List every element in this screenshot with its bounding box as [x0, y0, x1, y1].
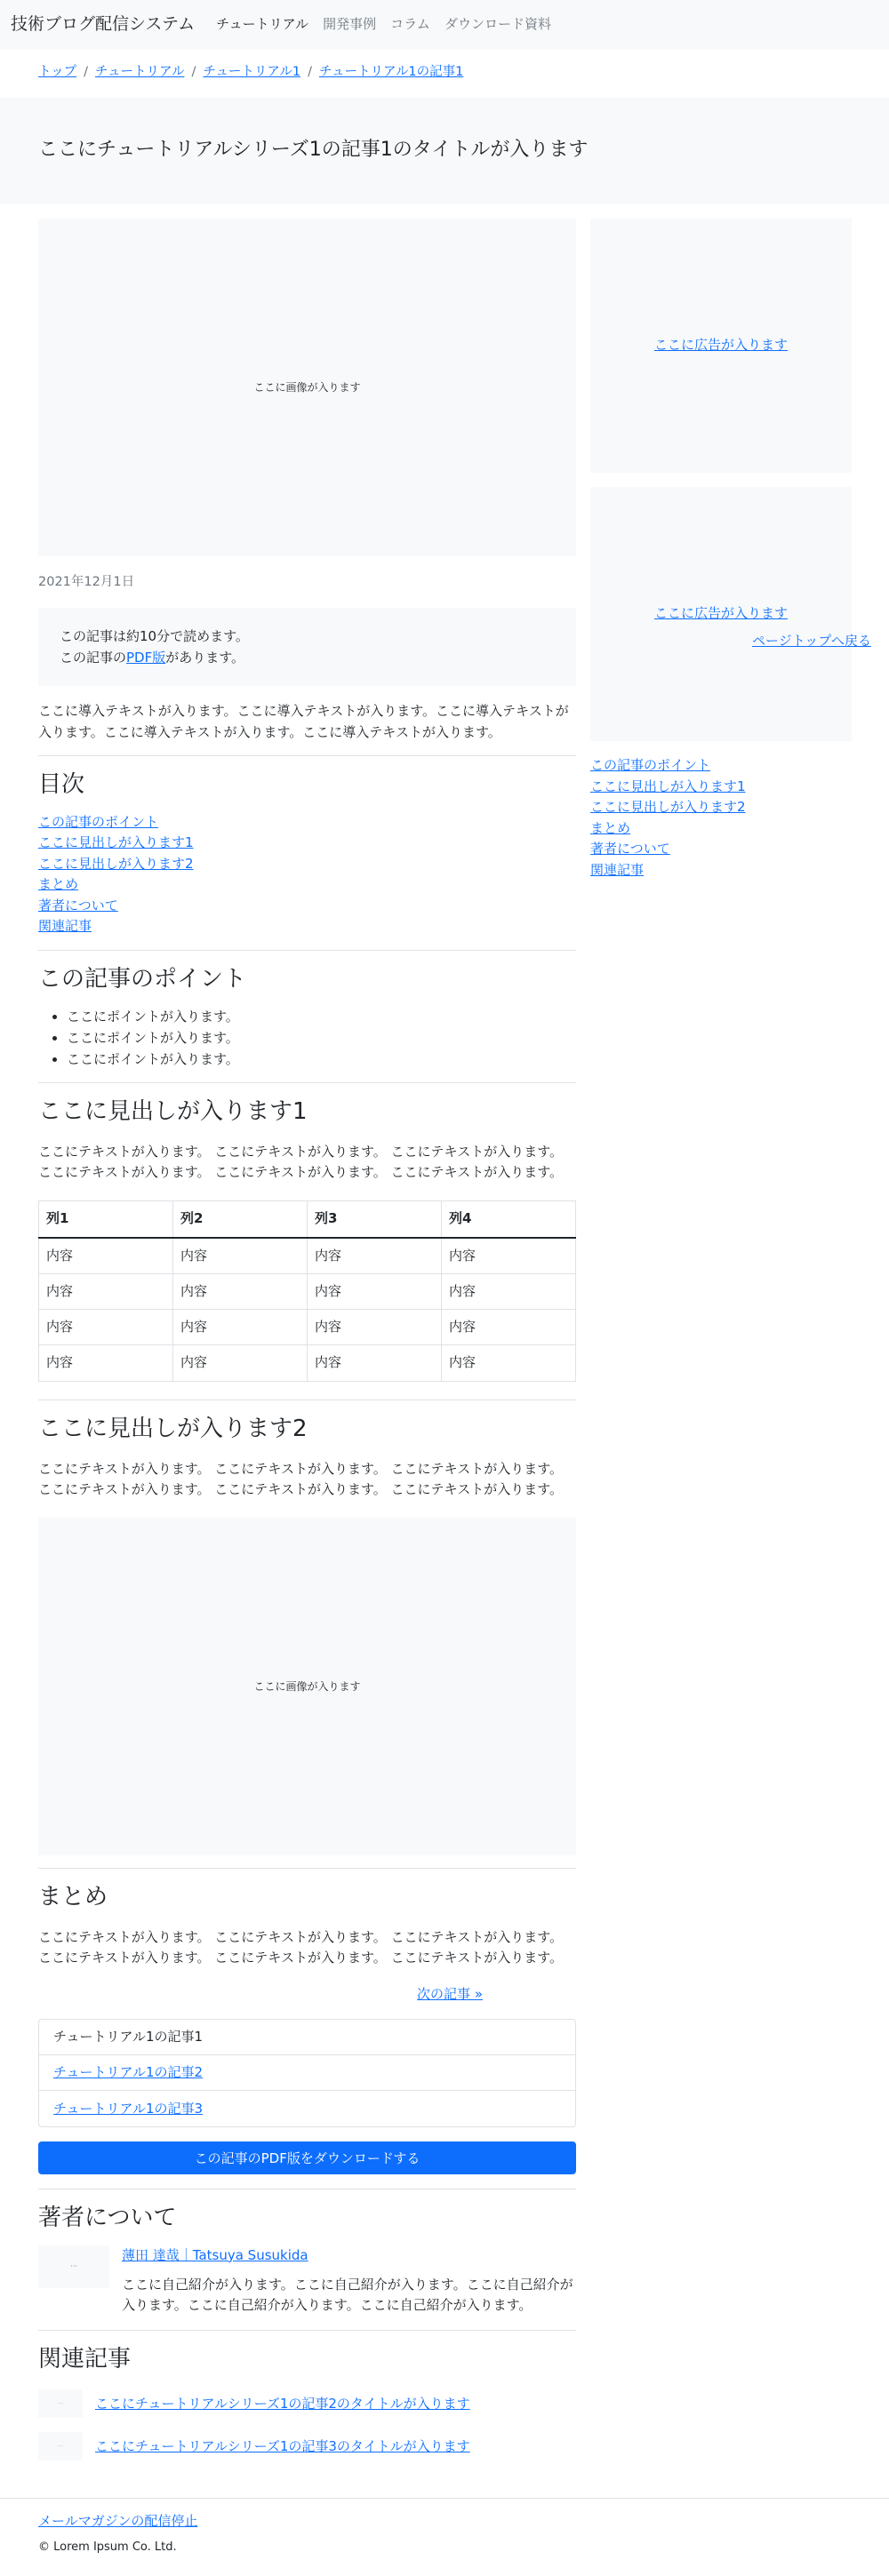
sidebar-toc-link-related[interactable]: 関連記事 — [590, 861, 645, 878]
nav-link-tutorial[interactable]: チュートリアル — [216, 16, 309, 33]
breadcrumb — [38, 62, 463, 82]
author-bio: ここに自己紹介が入ります。ここに自己紹介が入ります。ここに自己紹介が入ります。ここに自己紹介が入ります。ここに自己紹介が入ります。 — [122, 2277, 573, 2313]
sidebar — [590, 219, 852, 881]
intro-text: ここに導入テキストが入ります。ここに導入テキストが入ります。ここに導入テキストが入ります。ここに導入テキストが入ります。ここに導入テキストが入ります。 — [38, 703, 569, 741]
article-main — [38, 219, 576, 2460]
hero-image-placeholder — [38, 219, 576, 556]
table-cell: 内容 — [308, 1345, 442, 1381]
list-item: • ここにポイントが入ります。 — [67, 1049, 576, 1070]
series-item — [39, 2055, 575, 2091]
page-title: ここにチュートリアルシリーズ1の記事1のタイトルが入ります — [38, 139, 589, 161]
section2-text: ここにテキストが入ります。 ここにテキストが入ります。 ここにテキストが入ります。 ここにテキストが入ります。 ここにテキストが入ります。 ここにテキストが入ります。 — [38, 1460, 564, 1497]
table-cell: 内容 — [173, 1310, 308, 1345]
section1-heading: ここに見出しが入ります1 — [38, 1098, 308, 1126]
sidebar-toc — [590, 755, 852, 881]
unsubscribe-link[interactable]: メールマガジンの配信停止 — [38, 2513, 198, 2529]
sidebar-toc-link-points[interactable]: この記事のポイント — [590, 757, 711, 773]
ad-link-1[interactable]: ここに広告が入ります — [653, 337, 788, 354]
series-article-list — [38, 2019, 576, 2127]
sidebar-toc-link-author[interactable]: 著者について — [590, 841, 670, 857]
table-cell: 内容 — [442, 1238, 576, 1274]
section-divider — [38, 1082, 576, 1083]
table-header-cell: 列3 — [308, 1201, 442, 1238]
related-thumbnail: ··· — [38, 2432, 83, 2460]
top-navbar — [0, 0, 889, 50]
section-divider — [38, 1868, 576, 1869]
related-thumbnail: ··· — [38, 2389, 83, 2418]
sidebar-toc-link-heading1[interactable]: ここに見出しが入ります1 — [590, 778, 746, 794]
toc-link-author[interactable]: 著者について — [38, 897, 118, 913]
breadcrumb-separator: / — [308, 65, 312, 79]
breadcrumb-item-top[interactable]: トップ — [38, 65, 77, 79]
points-heading: この記事のポイント — [38, 965, 247, 993]
section1-text: ここにテキストが入ります。 ここにテキストが入ります。 ここにテキストが入ります。 ここにテキストが入ります。 ここにテキストが入ります。 ここにテキストが入ります。 — [38, 1144, 564, 1181]
table-cell: 内容 — [442, 1310, 576, 1345]
toc-link-heading1[interactable]: ここに見出しが入ります1 — [38, 834, 194, 851]
publish-date: 2021年12月1日 — [38, 575, 135, 589]
toc-link-summary[interactable]: まとめ — [38, 876, 79, 893]
section-divider — [38, 2330, 576, 2331]
related-article-item — [38, 2432, 576, 2460]
breadcrumb-item-tutorial1[interactable]: チュートリアル1 — [203, 65, 301, 79]
breadcrumb-item-article1[interactable]: チュートリアル1の記事1 — [318, 65, 464, 79]
list-item: • ここにポイントが入ります。 — [67, 1027, 576, 1049]
table-cell: 内容 — [173, 1345, 308, 1381]
table-cell: 内容 — [39, 1238, 173, 1274]
section2-image-placeholder — [38, 1518, 576, 1855]
breadcrumb-item-tutorial[interactable]: チュートリアル — [94, 65, 185, 79]
author-bio-block — [122, 2245, 576, 2316]
table-cell: 内容 — [39, 1273, 173, 1309]
series-link-article3[interactable]: チュートリアル1の記事3 — [53, 2100, 204, 2117]
ad-slot-2 — [590, 487, 852, 741]
next-article-wrapper — [38, 1984, 483, 2005]
table-cell: 内容 — [442, 1345, 576, 1381]
related-article-link[interactable]: ここにチュートリアルシリーズ1の記事3のタイトルが入ります — [95, 2437, 470, 2454]
table-of-contents — [38, 812, 576, 937]
pdf-notice-suffix: があります。 — [165, 650, 245, 666]
next-article-link[interactable]: 次の記事 » — [417, 1986, 483, 2003]
breadcrumb-separator: / — [84, 65, 88, 79]
author-avatar: ··· — [38, 2245, 109, 2288]
author-heading: 著者について — [38, 2205, 177, 2232]
page-footer — [0, 2498, 889, 2556]
sidebar-toc-link-summary[interactable]: まとめ — [590, 819, 631, 836]
nav-link-column[interactable]: コラム — [390, 16, 430, 33]
table-header-cell: 列2 — [173, 1201, 308, 1238]
section-divider — [38, 950, 576, 951]
ad-slot-1 — [590, 219, 852, 473]
series-item-current: チュートリアル1の記事1 — [39, 2020, 575, 2055]
section2-heading: ここに見出しが入ります2 — [38, 1415, 308, 1442]
back-to-top-link[interactable]: ページトップへ戻る — [752, 633, 871, 649]
nav-link-downloads[interactable]: ダウンロード資料 — [444, 16, 551, 33]
toc-heading: 目次 — [38, 771, 85, 799]
author-card — [38, 2245, 576, 2316]
pdf-notice — [60, 647, 555, 668]
series-link-article2[interactable]: チュートリアル1の記事2 — [53, 2064, 204, 2081]
related-article-item — [38, 2389, 576, 2418]
toc-link-heading2[interactable]: ここに見出しが入ります2 — [38, 855, 194, 872]
copyright-text: © Lorem Ipsum Co. Ltd. — [38, 2540, 177, 2555]
section2-image-label: ここに画像が入ります — [253, 1679, 361, 1693]
table-cell: 内容 — [39, 1345, 173, 1381]
related-heading: 関連記事 — [38, 2346, 132, 2373]
table-row — [39, 1310, 576, 1345]
table-row — [39, 1345, 576, 1381]
nav-link-case-studies[interactable]: 開発事例 — [323, 16, 377, 33]
table-cell: 内容 — [173, 1273, 308, 1309]
summary-text: ここにテキストが入ります。 ここにテキストが入ります。 ここにテキストが入ります。 ここにテキストが入ります。 ここにテキストが入ります。 ここにテキストが入ります。 — [38, 1929, 564, 1966]
toc-link-points[interactable]: この記事のポイント — [38, 813, 159, 830]
related-article-link[interactable]: ここにチュートリアルシリーズ1の記事2のタイトルが入ります — [95, 2395, 470, 2412]
read-time-text: この記事は約10分で読めます。 — [60, 628, 249, 645]
pdf-notice-prefix: この記事の — [60, 650, 127, 666]
table-header-cell: 列4 — [442, 1201, 576, 1238]
read-info-box — [38, 608, 576, 686]
table-cell: 内容 — [39, 1310, 173, 1345]
content-table — [38, 1200, 576, 1381]
table-cell: 内容 — [308, 1238, 442, 1274]
title-band — [0, 98, 889, 204]
table-row — [39, 1273, 576, 1309]
breadcrumb-separator: / — [191, 65, 196, 79]
table-cell: 内容 — [308, 1310, 442, 1345]
brand-logo-link[interactable]: 技術ブログ配信システム — [11, 14, 196, 35]
table-row — [39, 1238, 576, 1274]
section-divider — [38, 755, 576, 756]
sidebar-toc-link-heading2[interactable]: ここに見出しが入ります2 — [590, 799, 746, 815]
table-cell: 内容 — [442, 1273, 576, 1309]
table-cell: 内容 — [173, 1238, 308, 1274]
table-header-cell: 列1 — [39, 1201, 173, 1238]
pdf-version-link[interactable]: PDF版 — [126, 650, 166, 666]
list-item: • ここにポイントが入ります。 — [67, 1006, 576, 1027]
download-pdf-button[interactable]: この記事のPDF版をダウンロードする — [38, 2141, 576, 2174]
toc-link-related[interactable]: 関連記事 — [38, 918, 92, 935]
summary-heading: まとめ — [38, 1883, 108, 1910]
ad-link-2[interactable]: ここに広告が入ります — [653, 605, 788, 622]
table-cell: 内容 — [308, 1273, 442, 1309]
points-list — [38, 1006, 576, 1070]
table-header-row — [39, 1201, 576, 1238]
author-name-link[interactable]: 薄田 達哉｜Tatsuya Susukida — [122, 2246, 308, 2263]
hero-image-label: ここに画像が入ります — [253, 380, 361, 394]
series-item — [39, 2091, 575, 2126]
